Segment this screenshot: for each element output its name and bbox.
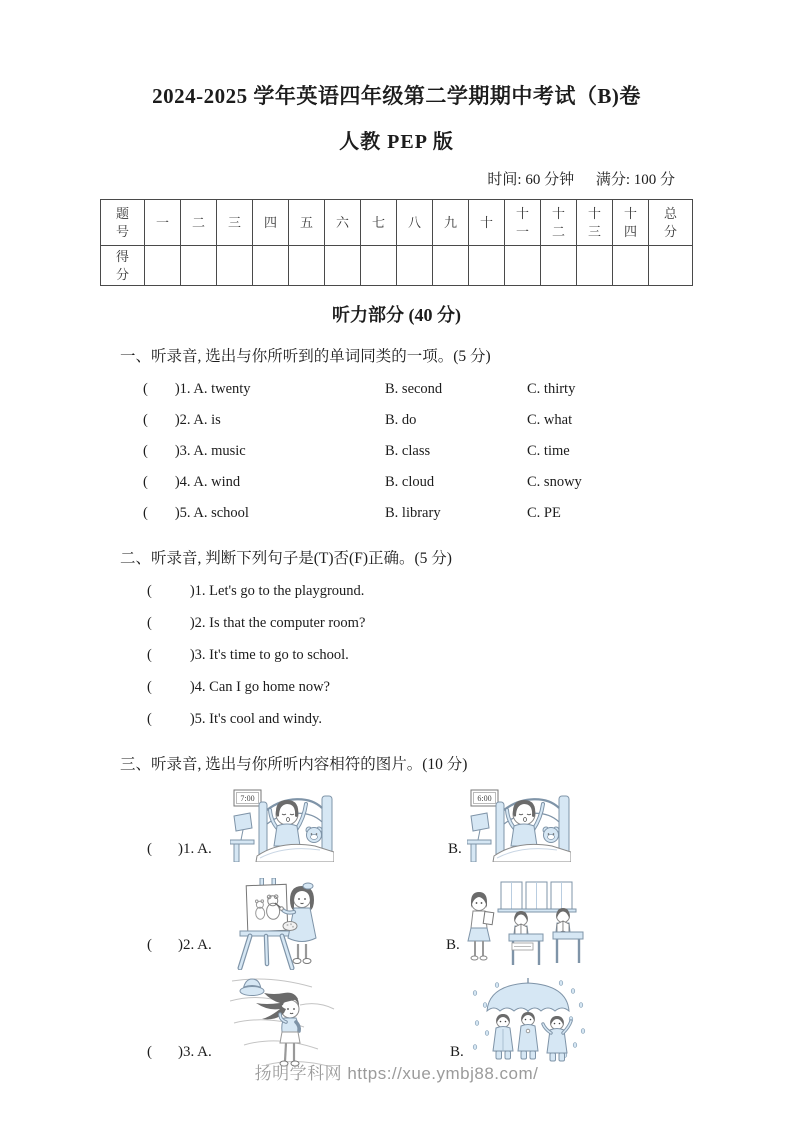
clock-icon bbox=[234, 790, 261, 806]
answer-paren: ( bbox=[147, 646, 152, 663]
sentence: )2. Is that the computer room? bbox=[189, 614, 366, 631]
question-row bbox=[143, 467, 793, 498]
score-blank-cell bbox=[289, 246, 325, 286]
picture-option-a-label: )3. A. bbox=[178, 1044, 212, 1060]
option-b: B. do bbox=[385, 412, 417, 428]
option-c: C. what bbox=[527, 412, 573, 428]
score-blank-cell bbox=[469, 246, 505, 286]
col-9: 九 bbox=[433, 200, 469, 246]
answer-paren: ( bbox=[143, 412, 148, 428]
picture-option-b-label: B. bbox=[448, 841, 462, 857]
score-blank-cell bbox=[541, 246, 577, 286]
section-2-items bbox=[0, 575, 793, 735]
col-5: 五 bbox=[289, 200, 325, 246]
picture-girl-windy-hat-blowing bbox=[230, 975, 338, 1071]
question-number-label: 题号 bbox=[101, 200, 145, 246]
exam-info bbox=[0, 168, 675, 189]
answer-paren: ( bbox=[143, 505, 148, 521]
col-3: 三 bbox=[217, 200, 253, 246]
answer-paren: ( bbox=[143, 443, 148, 459]
score-blank-cell bbox=[325, 246, 361, 286]
section-3-title: 三、听录音, 选出与你所听内容相符的图片。(10 分) bbox=[120, 756, 468, 773]
section-2-title: 二、听录音, 判断下列句子是(T)否(F)正确。(5 分) bbox=[120, 550, 452, 567]
answer-paren: ( bbox=[147, 710, 152, 727]
score-blank-cell bbox=[577, 246, 613, 286]
col-13: 十三 bbox=[577, 200, 613, 246]
listening-part-heading: 听力部分 (40 分) bbox=[332, 305, 461, 325]
picture-option-a-label: )2. A. bbox=[178, 937, 212, 953]
col-7: 七 bbox=[361, 200, 397, 246]
picture-children-umbrella-rain bbox=[469, 975, 589, 1071]
total-score-label: 总分 bbox=[649, 200, 693, 246]
section-1-items bbox=[0, 374, 793, 529]
score-blank-cell bbox=[253, 246, 289, 286]
answer-paren: ( bbox=[147, 1044, 152, 1060]
full-score-label: 满分: 100 分 bbox=[595, 172, 675, 188]
clock-icon bbox=[471, 790, 498, 806]
option-b: B. cloud bbox=[385, 474, 435, 490]
picture-option-a-label: )1. A. bbox=[178, 841, 212, 857]
option-a: )2. A. is bbox=[174, 412, 221, 428]
answer-paren: ( bbox=[143, 474, 148, 490]
answer-paren: ( bbox=[147, 937, 152, 953]
col-14: 十四 bbox=[613, 200, 649, 246]
picture-question-row bbox=[0, 788, 793, 862]
question-row bbox=[147, 639, 793, 671]
picture-classroom-teacher-students bbox=[465, 878, 585, 970]
question-row bbox=[147, 703, 793, 735]
question-row bbox=[143, 405, 793, 436]
question-row bbox=[147, 671, 793, 703]
question-row bbox=[147, 607, 793, 639]
page-title: 2024-2025 学年英语四年级第二学期期中考试（B)卷 bbox=[152, 84, 641, 108]
hat-icon bbox=[240, 979, 264, 996]
score-table bbox=[100, 199, 693, 286]
col-12: 十二 bbox=[541, 200, 577, 246]
answer-paren: ( bbox=[147, 678, 152, 695]
question-row bbox=[147, 575, 793, 607]
col-6: 六 bbox=[325, 200, 361, 246]
picture-option-b-label: B. bbox=[450, 1044, 464, 1060]
picture-girl-painting-easel bbox=[230, 878, 326, 970]
score-blank-cell bbox=[361, 246, 397, 286]
col-4: 四 bbox=[253, 200, 289, 246]
score-blank-cell bbox=[505, 246, 541, 286]
picture-question-row bbox=[0, 975, 793, 1071]
option-a: )1. A. twenty bbox=[174, 381, 251, 397]
sentence: )4. Can I go home now? bbox=[189, 678, 330, 695]
col-2: 二 bbox=[181, 200, 217, 246]
option-c: C. thirty bbox=[527, 381, 576, 397]
question-row bbox=[143, 498, 793, 529]
picture-child-waking-bed-6am bbox=[467, 788, 571, 862]
option-b: B. class bbox=[385, 443, 431, 459]
col-10: 十 bbox=[469, 200, 505, 246]
clock-time: 6:00 bbox=[477, 794, 492, 803]
umbrella-icon bbox=[487, 983, 569, 1011]
picture-option-b-label: B. bbox=[446, 937, 460, 953]
sentence: )1. Let's go to the playground. bbox=[189, 582, 365, 599]
answer-paren: ( bbox=[143, 381, 148, 397]
answer-paren: ( bbox=[147, 614, 152, 631]
page-subtitle: 人教 PEP 版 bbox=[339, 131, 454, 153]
score-blank-cell bbox=[433, 246, 469, 286]
option-a: )5. A. school bbox=[174, 505, 249, 521]
col-1: 一 bbox=[145, 200, 181, 246]
score-blank-cell bbox=[613, 246, 649, 286]
score-blank-cell bbox=[649, 246, 693, 286]
score-label: 得分 bbox=[101, 246, 145, 286]
score-table-score-row bbox=[101, 246, 693, 286]
watermark-footer: 扬明学科网 https://xue.ymbj88.com/ bbox=[254, 1064, 539, 1083]
score-blank-cell bbox=[217, 246, 253, 286]
col-11: 十一 bbox=[505, 200, 541, 246]
option-c: C. snowy bbox=[527, 474, 582, 490]
option-c: C. time bbox=[527, 443, 570, 459]
score-blank-cell bbox=[181, 246, 217, 286]
answer-paren: ( bbox=[147, 841, 152, 857]
sentence: )5. It's cool and windy. bbox=[189, 710, 322, 727]
score-blank-cell bbox=[145, 246, 181, 286]
col-8: 八 bbox=[397, 200, 433, 246]
option-b: B. library bbox=[385, 505, 441, 521]
sentence: )3. It's time to go to school. bbox=[189, 646, 349, 663]
score-table-header-row bbox=[101, 200, 693, 246]
picture-child-waking-bed-7am bbox=[230, 788, 334, 862]
option-a: )4. A. wind bbox=[174, 474, 241, 490]
score-blank-cell bbox=[397, 246, 433, 286]
clock-time: 7:00 bbox=[240, 794, 255, 803]
section-1-title: 一、听录音, 选出与你所听到的单词同类的一项。(5 分) bbox=[120, 348, 491, 365]
option-a: )3. A. music bbox=[174, 443, 246, 459]
question-row bbox=[143, 374, 793, 405]
option-b: B. second bbox=[385, 381, 443, 397]
picture-question-row bbox=[0, 878, 793, 970]
answer-paren: ( bbox=[147, 582, 152, 599]
time-limit-label: 时间: 60 分钟 bbox=[487, 172, 575, 188]
question-row bbox=[143, 436, 793, 467]
option-c: C. PE bbox=[527, 505, 561, 521]
